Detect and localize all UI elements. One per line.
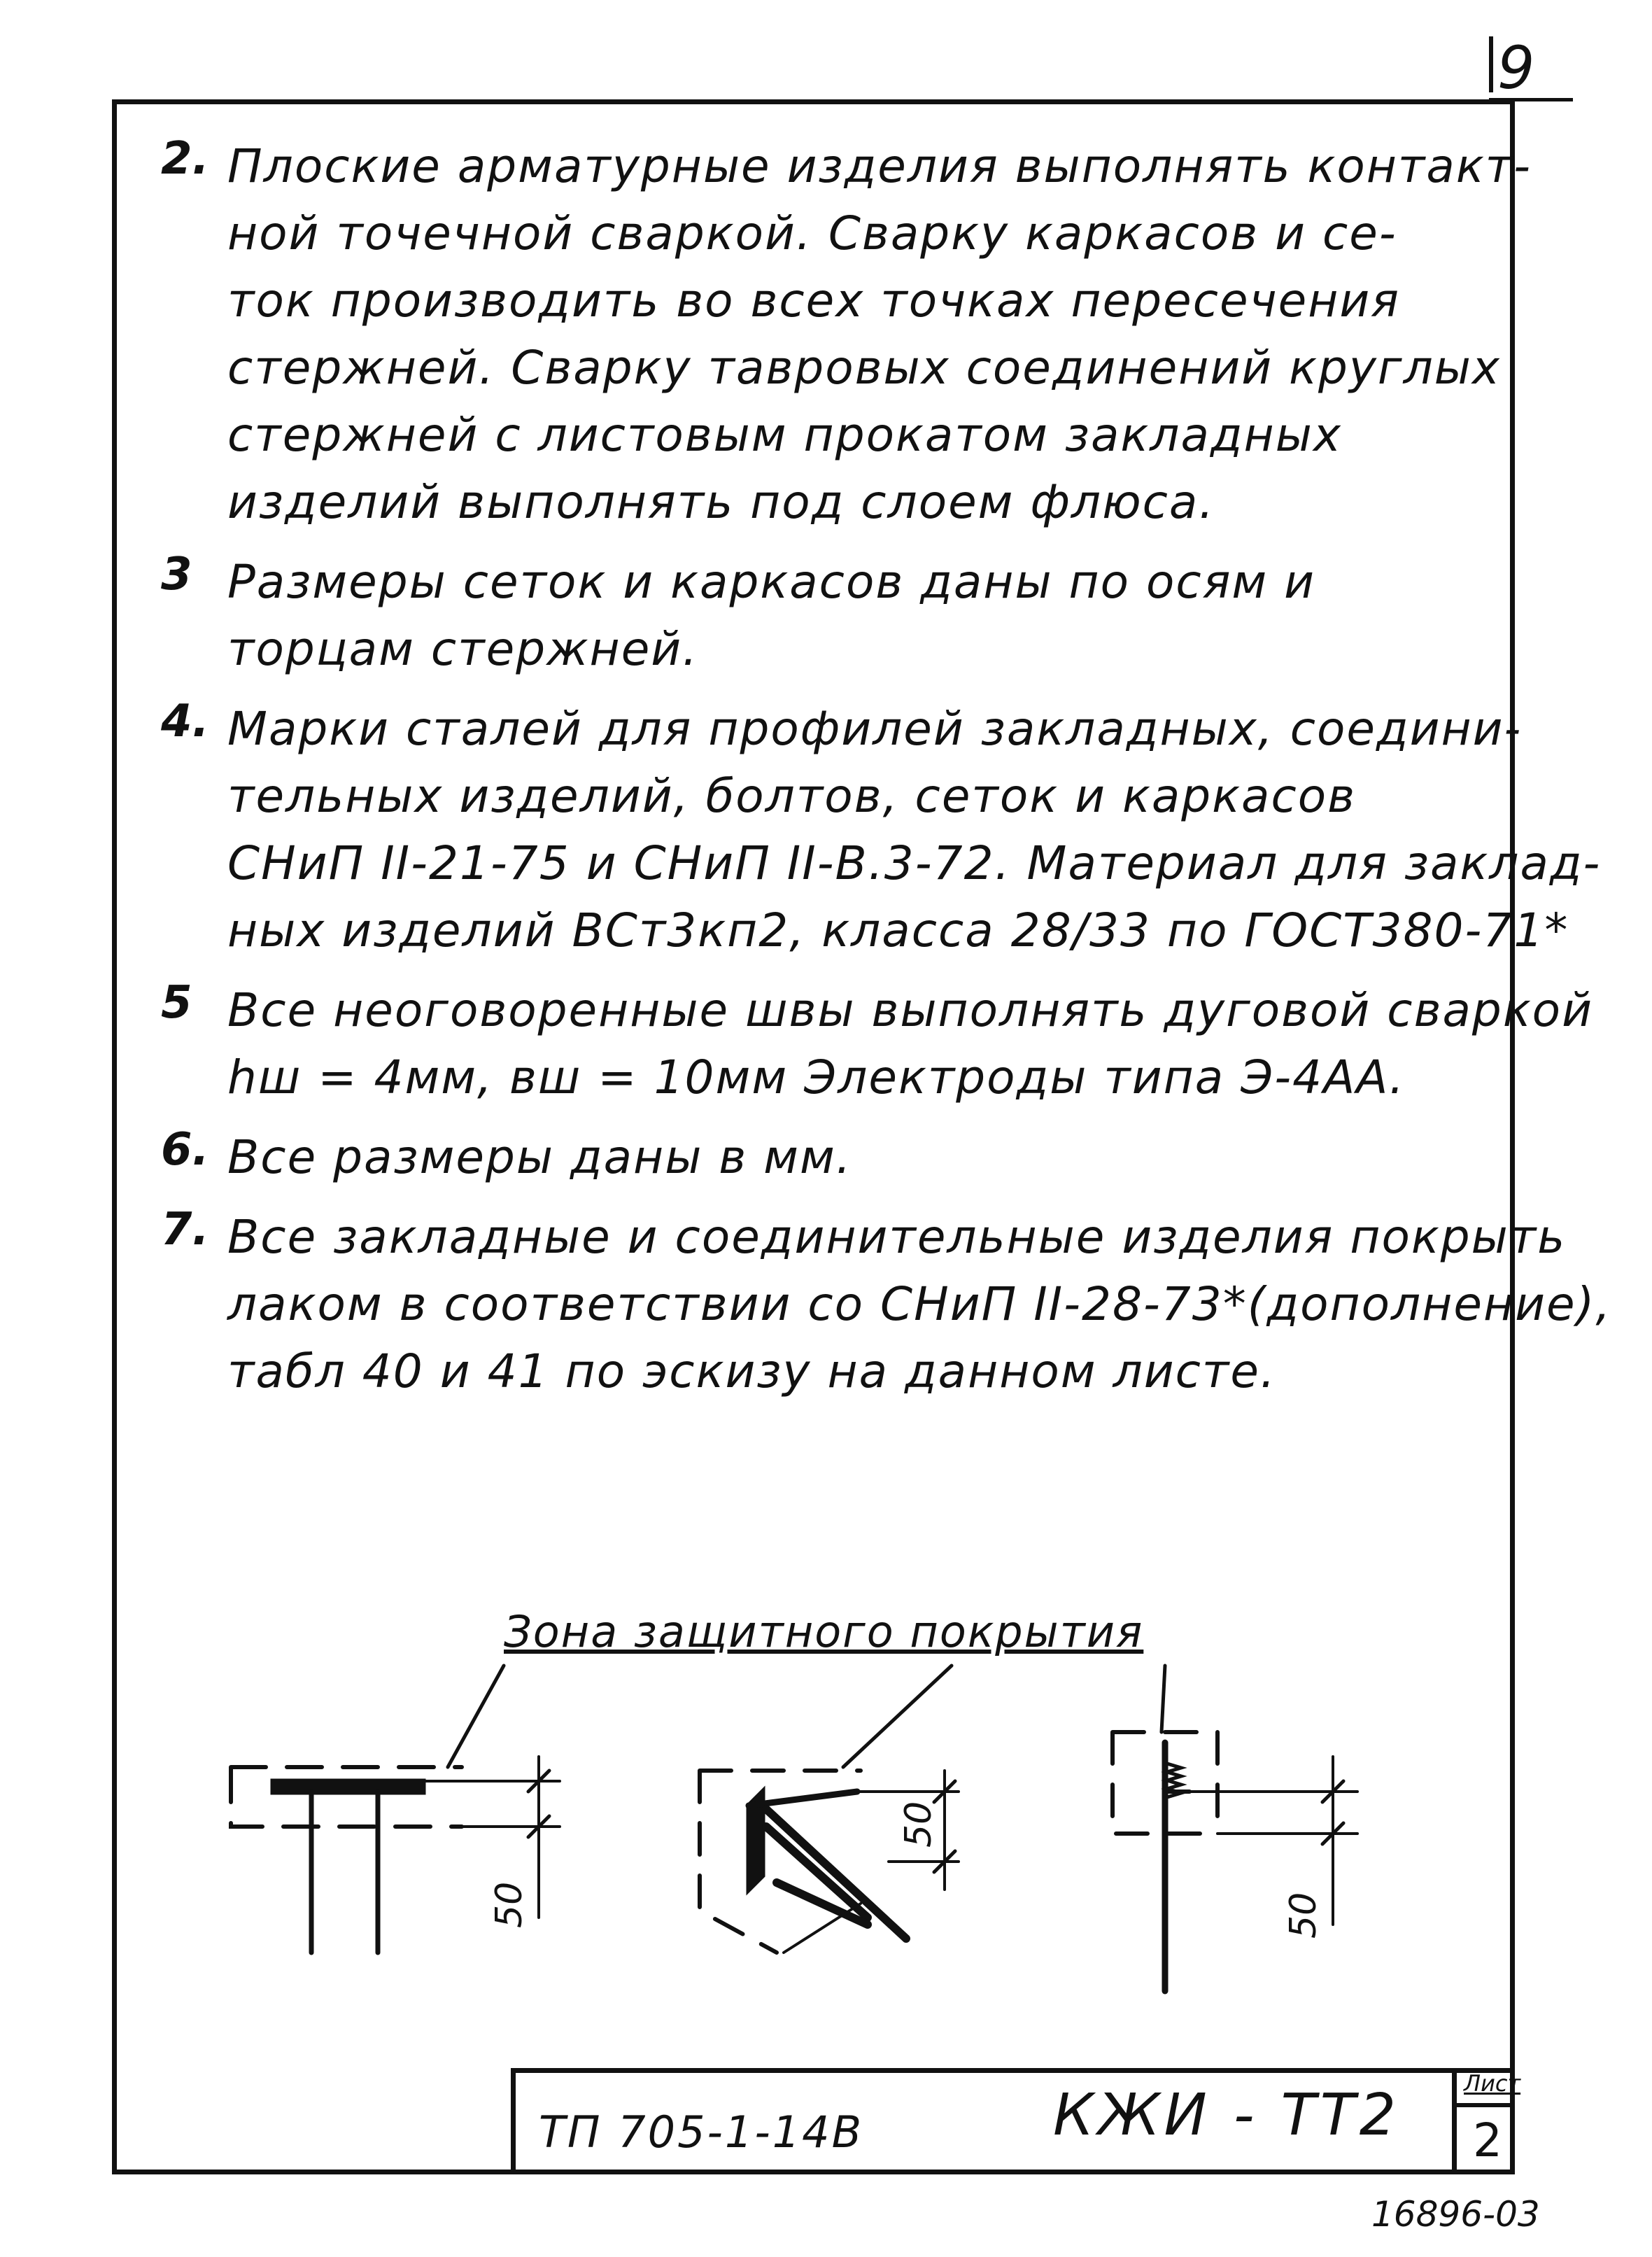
note-line: Марки сталей для профилей закладных, соедини- xyxy=(227,702,1523,756)
note-line: стержней с листовым прокатом закладных xyxy=(227,408,1342,462)
sheet-cell-divider xyxy=(1457,2103,1515,2107)
sketch-2-dim-label: 50 xyxy=(898,1801,940,1848)
note-line: изделий выполнять под слоем флюса. xyxy=(227,475,1215,529)
sketch-2-zone xyxy=(700,1771,861,1953)
leader-line-2 xyxy=(843,1666,952,1767)
note-number: 6. xyxy=(161,1124,209,1176)
note-line: hш = 4мм, вш = 10мм Электроды типа Э-4АА. xyxy=(227,1050,1406,1104)
sketch-3 xyxy=(1113,1732,1357,1991)
sketch-2-section-line xyxy=(784,1904,861,1953)
sketch-1-zone xyxy=(231,1767,462,1827)
note-line: лаком в соответствии со СНиП II-28-73*(дополнение), xyxy=(227,1277,1612,1331)
leader-line-1 xyxy=(448,1666,504,1767)
sketch-1-plate xyxy=(273,1781,423,1792)
note-line: табл 40 и 41 по эскизу на данном листе. xyxy=(227,1344,1276,1398)
note-line: тельных изделий, болтов, сеток и каркасов xyxy=(227,769,1357,823)
sheet-number: 2 xyxy=(1473,2114,1502,2167)
note-line: Все размеры даны в мм. xyxy=(227,1130,852,1184)
note-line: ток производить во всех точках пересечения xyxy=(227,274,1400,328)
note-line: Все неоговоренные швы выполнять дуговой сваркой xyxy=(227,983,1593,1037)
note-line: Все закладные и соединительные изделия покрыть xyxy=(227,1210,1567,1264)
title-block-divider xyxy=(1452,2068,1457,2174)
note-number: 7. xyxy=(161,1204,209,1256)
coating-zone-caption: Зона защитного покрытия xyxy=(504,1606,1144,1657)
project-code: ТП 705-1-14В xyxy=(539,2107,864,2158)
note-line: СНиП II-21-75 и СНиП II-В.3-72. Материал для заклад- xyxy=(227,836,1602,890)
sheet-label: Лист xyxy=(1464,2070,1521,2097)
note-line: ной точечной сваркой. Сварку каркасов и се- xyxy=(227,206,1397,260)
page-number: 9 xyxy=(1497,34,1535,102)
drawing-mark: КЖИ - ТТ2 xyxy=(1053,2082,1400,2149)
note-line: торцам стержней. xyxy=(227,622,699,676)
note-number: 3 xyxy=(161,549,192,600)
note-line: ных изделий ВСт3кп2, класса 28/33 по ГОСТ380-71* xyxy=(227,903,1569,957)
note-number: 2. xyxy=(161,133,209,185)
sketch-2 xyxy=(700,1771,959,1953)
archive-number: 16896-03 xyxy=(1371,2194,1540,2235)
note-number: 4. xyxy=(161,696,209,747)
note-line: стержней. Сварку тавровых соединений круглых xyxy=(227,341,1501,395)
note-line: Плоские арматурные изделия выполнять контакт- xyxy=(227,139,1532,193)
note-line: Размеры сеток и каркасов даны по осям и xyxy=(227,555,1316,609)
sketch-1-dim-label: 50 xyxy=(488,1881,530,1928)
sketch-3-dim-label: 50 xyxy=(1283,1892,1325,1939)
leader-line-3 xyxy=(1162,1666,1165,1732)
note-number: 5 xyxy=(161,977,192,1029)
